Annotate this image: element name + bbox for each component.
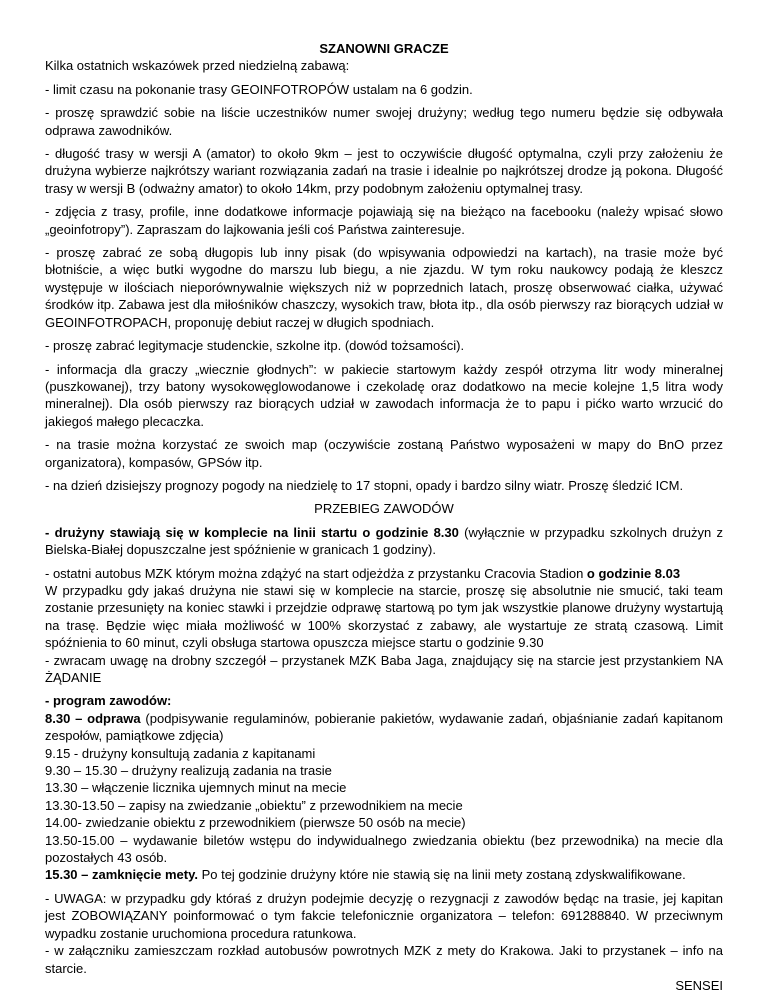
start-paragraph — [45, 524, 723, 559]
tip-time-limit: - limit czasu na pokonanie trasy GEOINFOTROPÓW ustalam na 6 godzin. — [45, 81, 473, 97]
tip-team-number: - proszę sprawdzić sobie na liście uczestników numer swojej drużyny; według tego numeru będzie się odbywała odprawa zawodników. — [45, 105, 723, 138]
tip-route-length: - długość trasy w wersji A (amator) to około 9km – jest to oczywiście długość optymalna, czyli przy założeniu że drużyna wybierze najkrótszy wariant rozwiązania zadań na trasie i idealnie po najkrótszej drodze ją pokona. Długość trasy w wersji B (odważny amator) to około 14km, przy podobnym założeniu optymalnej trasy. — [45, 146, 723, 196]
tip-maps: - na trasie można korzystać ze swoich map (oczywiście zostaną Państwo wyposażeni w mapy do BnO przez organizatora), kompasów, GPSów itp. — [45, 437, 723, 470]
bus-stop-note: - zwracam uwagę na drobny szczegół – przystanek MZK Baba Jaga, znajdujący się na starcie jest przystankiem NA ŻĄDANIE — [45, 652, 723, 685]
program-1530-rest: Po tej godzinie drużyny które nie stawią się na linii mety zostaną zdyskwalifikowane. — [197, 867, 686, 883]
program-1530-bold: 15.30 – zamknięcie mety. — [45, 867, 198, 883]
tip-food: - informacja dla graczy „wiecznie głodnych”: w pakiecie startowym każdy zespół otrzyma litr wody mineralnej (puszkowanej), trzy batony wysokowęglowodanowe i czekoladę oraz dodatkowo na mecie kolejne 1,5 litra wody mineralnej). Dla osób pierwszy raz biorących udział w zawodach informacja że to papu i pićko warto wrzucić do jakiegoś małego plecaczka. — [45, 361, 723, 429]
tip-weather: - na dzień dzisiejszy prognozy pogody na niedzielę to 17 stopni, opady i bardzo silny wiatr. Proszę śledzić ICM. — [45, 477, 684, 493]
program-830-rest: (podpisywanie regulaminów, pobieranie pakietów, wydawanie zadań, objaśnianie zadań kapitanom zespołów, pamiątkowe zdjęcia) — [45, 710, 723, 744]
signature: SENSEI — [675, 977, 723, 993]
program-1400: 14.00- zwiedzanie obiektu z przewodnikiem (pierwsze 50 osób na mecie) — [45, 815, 466, 831]
start-bold: - drużyny stawiają się w komplecie na linii startu o godzinie 8.30 — [45, 524, 459, 540]
program-block — [45, 692, 723, 883]
bus-text: - ostatni autobus MZK którym można zdążyć na start odjeżdża z przystanku Cracovia Stadion — [45, 565, 587, 581]
late-team-text: W przypadku gdy jakaś drużyna nie stawi się w komplecie na starcie, proszę się absolutnie nie smucić, taki team zostanie przesunięty na koniec stawki i przejdzie odprawę startową po tym jak wszystkie planowe drużyny wystartują na trasę. Będzie więc miała możliwość w 100% skorzystać z zabawy, ale wystartuje ze stratą czasową. Limit spóźnienia to 60 minut, czyli obsługa startowa opuszcza miejsce startu o godzinie 9.30 — [45, 582, 723, 651]
tip-equipment: - proszę zabrać ze sobą długopis lub inny pisak (do wpisywania odpowiedzi na kartach), na trasie może być błotniście, a więc butki wygodne do marszu lub biegu, a nie zjazdu. W tym roku naukowcy podają że kleszcz występuje w ilościach nieporównywalnie większych niż w poprzednich latach, proszę obserwować ciałka, używać środków itp. Zabawa jest dla miłośników chaszczy, wysokich traw, błota itp., dla osób pierwszy raz biorących udział w GEOINFOTROPACH, proponuję debiut raczej w długich spodniach. — [45, 245, 723, 330]
program-830-bold: 8.30 – odprawa — [45, 710, 141, 726]
program-1330: 13.30 – włączenie licznika ujemnych minut na mecie — [45, 780, 347, 796]
intro-line: Kilka ostatnich wskazówek przed niedzielną zabawą: — [45, 58, 350, 74]
section-heading: PRZEBIEG ZAWODÓW — [314, 501, 454, 517]
document-title: SZANOWNI GRACZE — [319, 41, 449, 56]
program-1330-signup: 13.30-13.50 – zapisy na zwiedzanie „obiektu” z przewodnikiem na mecie — [45, 797, 463, 813]
warning-paragraph: - UWAGA: w przypadku gdy któraś z drużyn podejmie decyzję o rezygnacji z zawodów będąc na trasie, jej kapitan jest ZOBOWIĄZANY poinformować o tym fakcie telefonicznie organizatora – telefon: 691288840. W przeciwnym wypadku zostanie uruchomiona procedura ratunkowa. — [45, 890, 723, 941]
program-1350: 13.50-15.00 – wydawanie biletów wstępu do indywidualnego zwiedzania obiektu (bez przewodnika) na mecie dla pozostałych 43 osób. — [45, 832, 723, 866]
tip-id-documents: - proszę zabrać legitymacje studenckie, szkolne itp. (dowód tożsamości). — [45, 338, 465, 354]
program-915: 9.15 - drużyny konsultują zadania z kapitanami — [45, 745, 316, 761]
attachment-note: - w załączniku zamieszczam rozkład autobusów powrotnych MZK z mety do Krakowa. Jaki to przystanek – info na starcie. — [45, 943, 723, 976]
program-title: - program zawodów: — [45, 693, 172, 709]
tip-photos: - zdjęcia z trasy, profile, inne dodatkowe informacje pojawiają się na bieżąco na facebooku (należy wpisać słowo „geoinfotropy”). Zapraszam do lajkowania jeśli coś Państwa zainteresuje. — [45, 204, 723, 237]
start-rest: (wyłącznie w przypadku szkolnych drużyn z Bielska-Białej dopuszczalne jest spóźnienie w granicach 1 godziny). — [45, 524, 723, 558]
program-930: 9.30 – 15.30 – drużyny realizują zadania na trasie — [45, 763, 332, 779]
bus-paragraph — [45, 565, 723, 687]
bus-time: o godzinie 8.03 — [586, 565, 681, 581]
